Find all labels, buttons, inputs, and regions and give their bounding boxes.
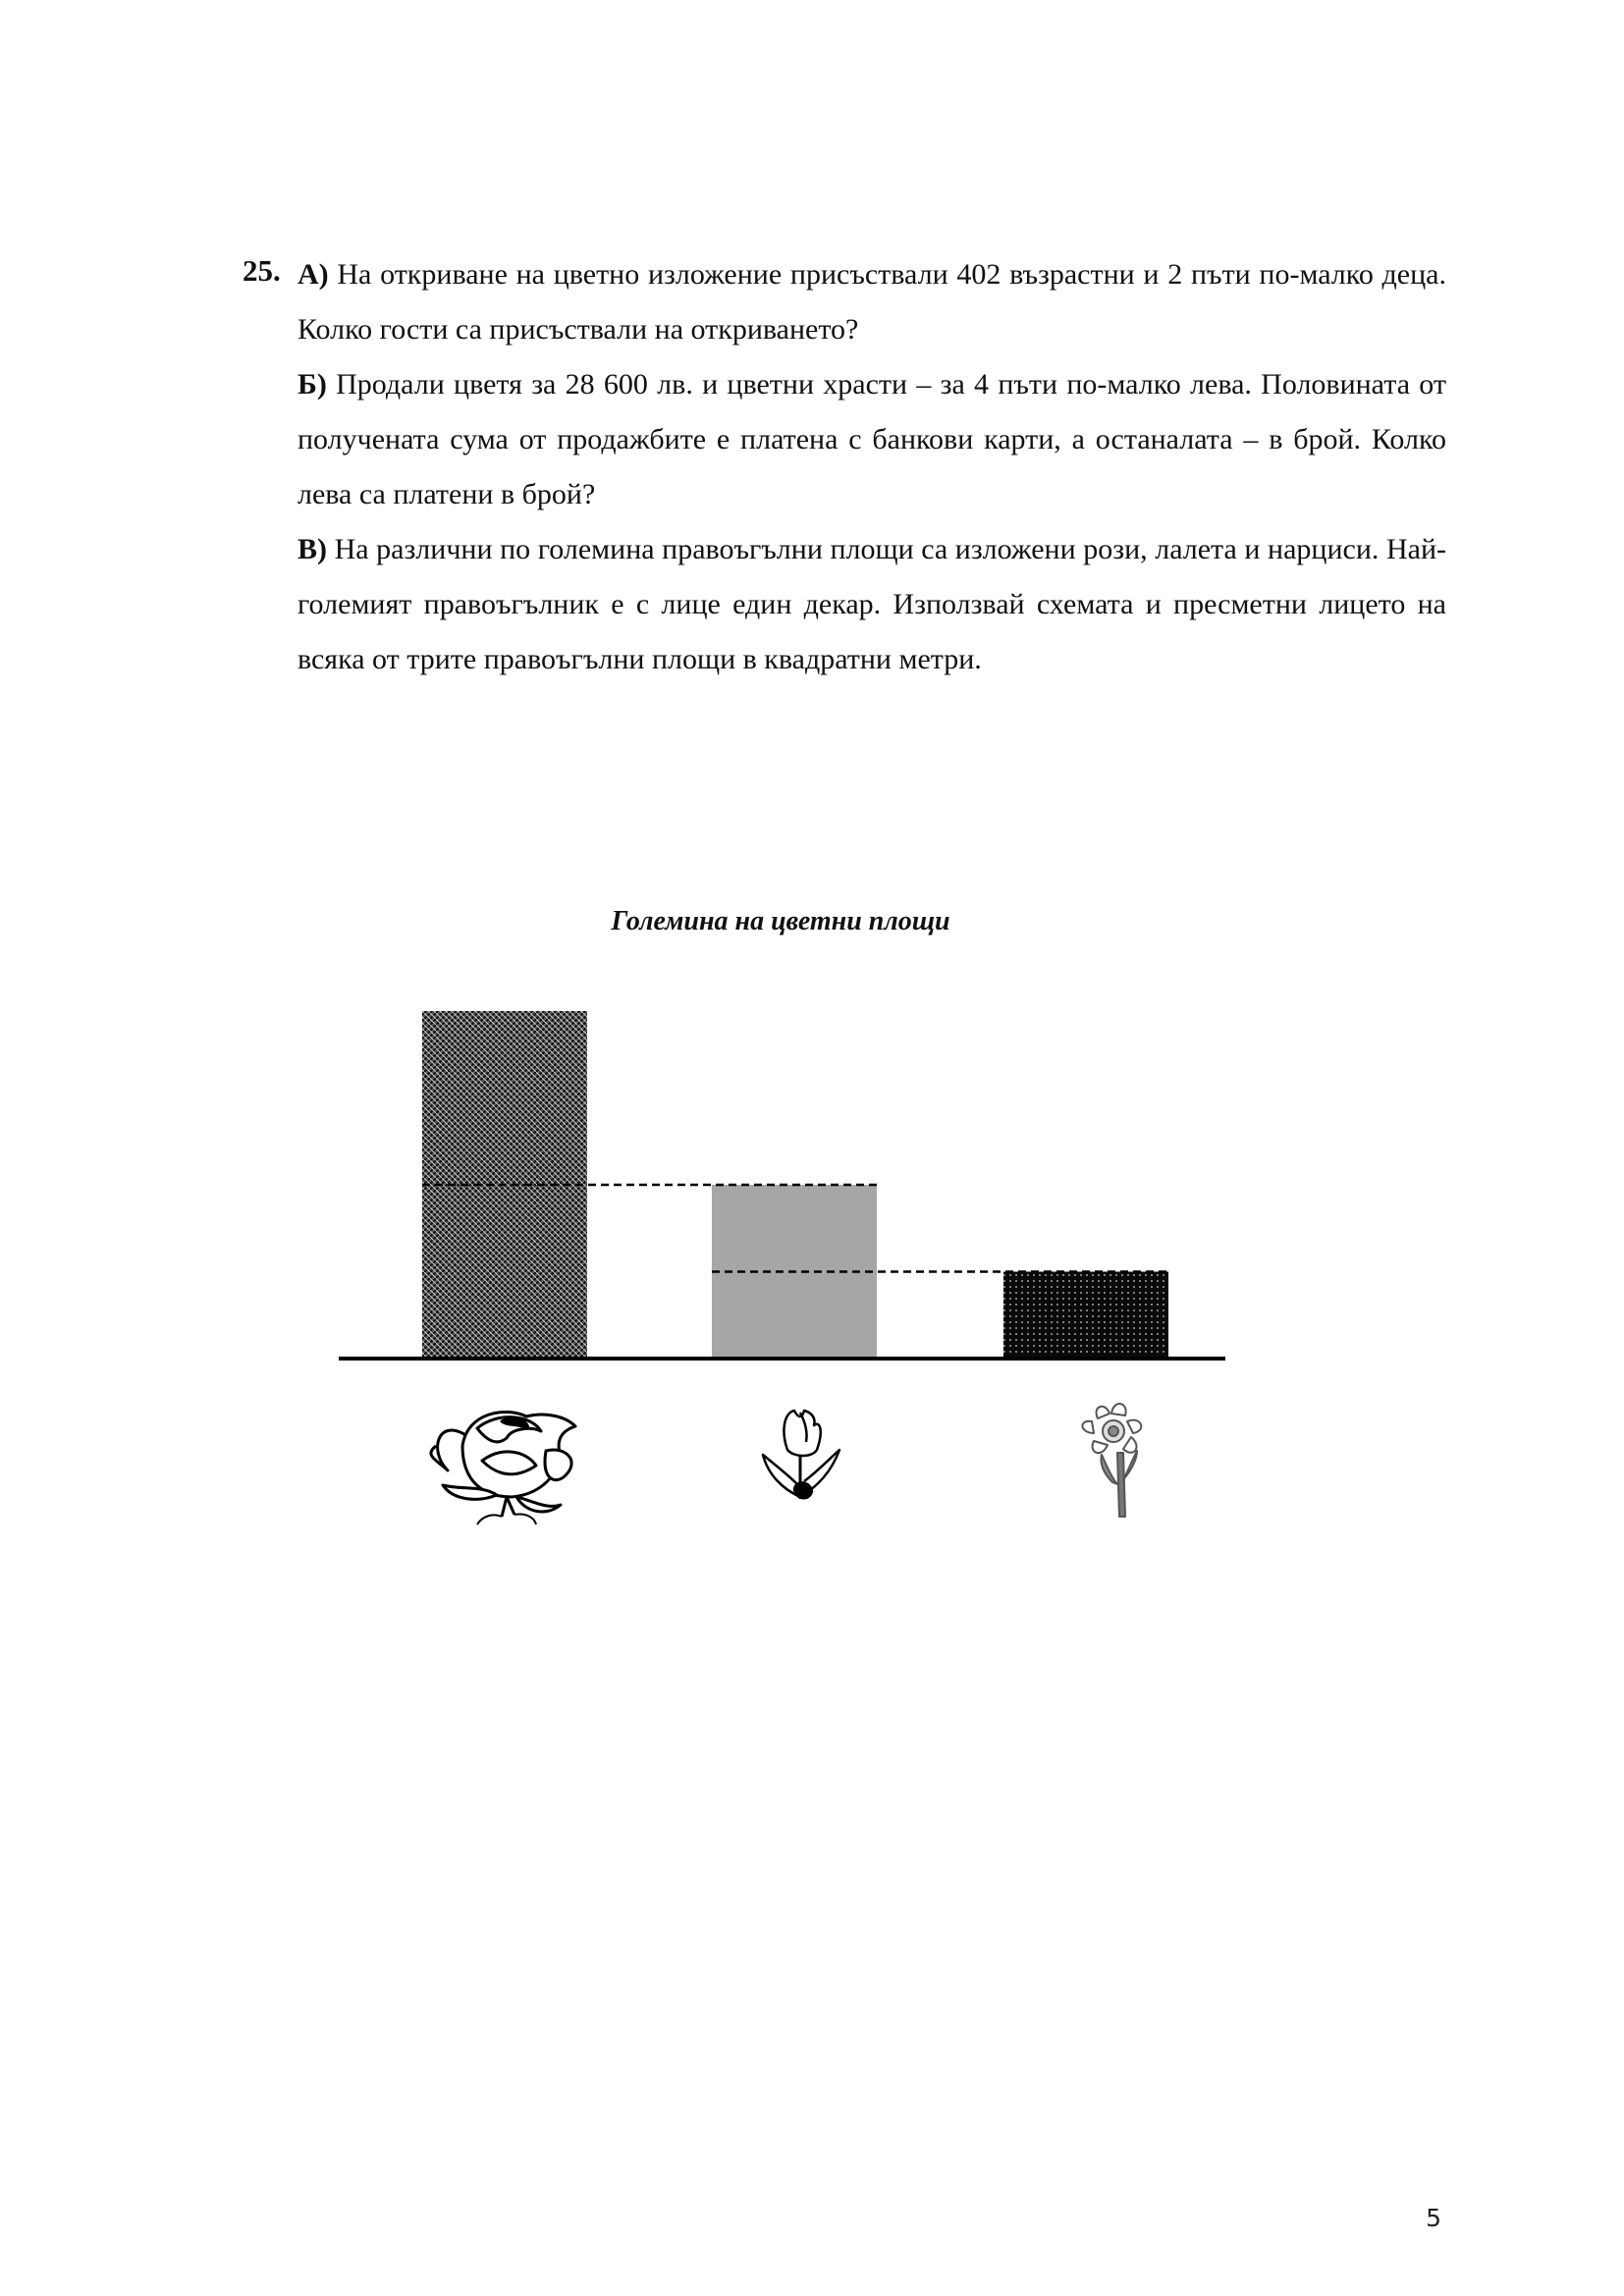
part-c-label: В) — [298, 533, 327, 565]
problem-number: 25. — [243, 253, 281, 288]
part-a-label: А) — [298, 258, 329, 291]
page-number: 5 — [1426, 2204, 1441, 2232]
rose-icon — [431, 1412, 575, 1524]
daffodil-icon — [1082, 1404, 1141, 1517]
part-a-text: На откриване на цветно изложение присъствали 402 възрастни и 2 пъти по-малко деца. Колко гости са присъствали на откриването? — [298, 258, 1446, 346]
part-b-text: Продали цветя за 28 600 лв. и цветни храсти – за 4 пъти по-малко лева. Половината от получената сума от продажбите е платена с банкови карти, а останалата – в брой. Колко лева са платени в брой? — [298, 368, 1447, 510]
part-b-label: Б) — [298, 368, 327, 400]
chart-title: Големина на цветни площи — [611, 906, 950, 936]
part-c-text: На различни по големина правоъгълни площи са изложени рози, лалета и нарциси. Най-големият правоъгълник е с лице един декар. Използвай схемата и пресметни лицето на всяка от трите правоъгълни площи в квадратни метри. — [298, 533, 1446, 675]
bar-daffodil — [1003, 1272, 1168, 1360]
tulip-icon — [763, 1411, 839, 1499]
